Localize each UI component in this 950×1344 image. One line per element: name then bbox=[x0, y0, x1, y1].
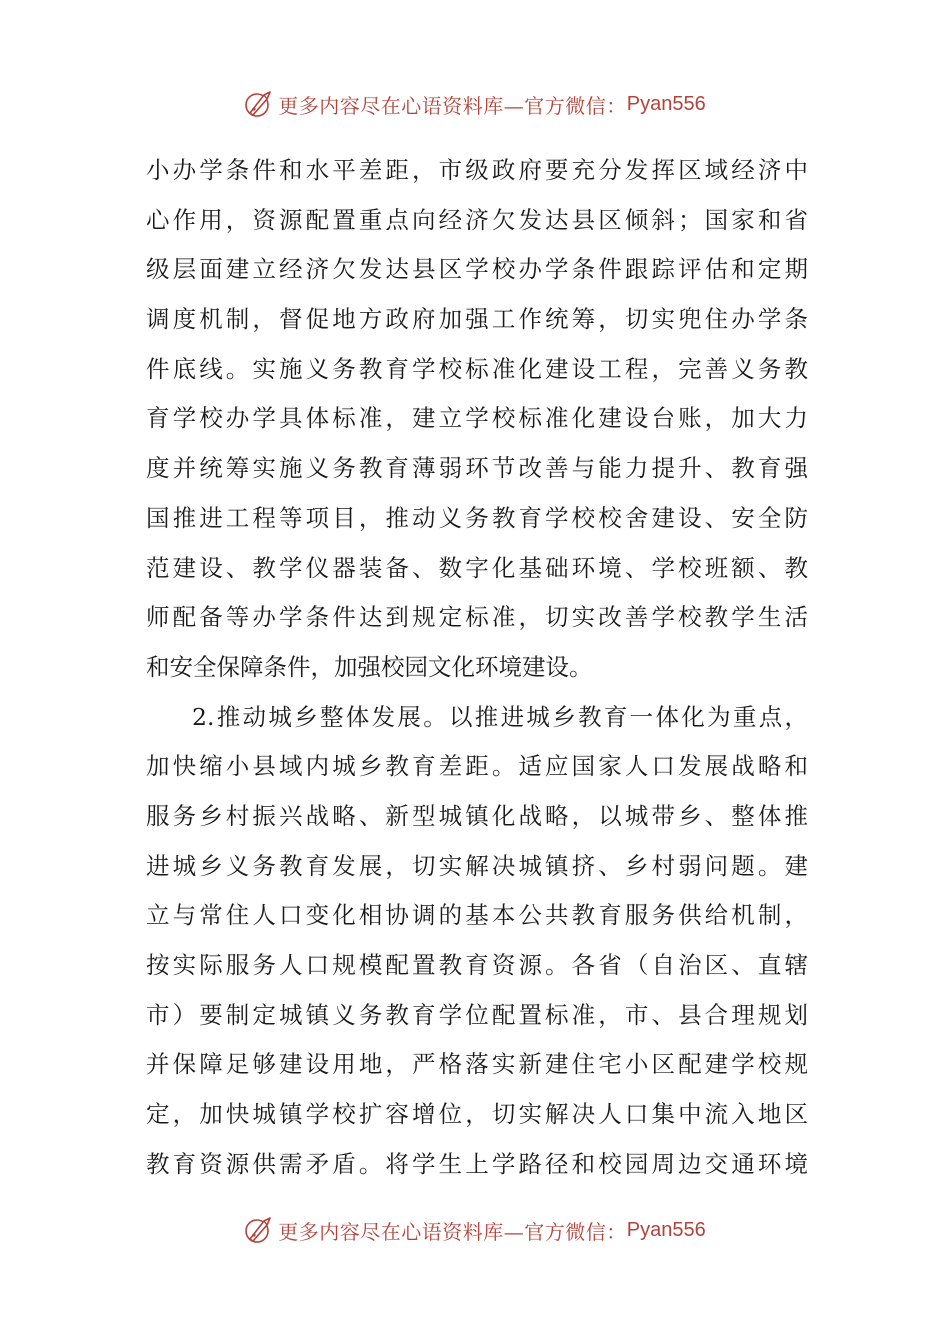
banner-text: 更多内容尽在心语资料库—官方微信： bbox=[278, 1219, 627, 1244]
paragraph bbox=[146, 146, 808, 693]
text-line: 按实际服务人口规模配置教育资源。各省（自治区、直辖 bbox=[146, 951, 808, 979]
pen-nib-circle-icon bbox=[244, 89, 274, 119]
text-line: 定，加快城镇学校扩容增位，切实解决人口集中流入地区 bbox=[146, 1100, 808, 1129]
text-line: 心作用，资源配置重点向经济欠发达县区倾斜；国家和省 bbox=[146, 205, 808, 234]
paragraph bbox=[146, 693, 808, 1190]
pen-nib-circle-icon bbox=[244, 1215, 274, 1245]
text-line: 度并统筹实施义务教育薄弱环节改善与能力提升、教育强 bbox=[146, 454, 808, 483]
document-body bbox=[146, 146, 808, 1189]
text-line: 级层面建立经济欠发达县区学校办学条件跟踪评估和定期 bbox=[146, 255, 808, 284]
footer-banner bbox=[0, 1210, 950, 1250]
text-line: 并保障足够建设用地，严格落实新建住宅小区配建学校规 bbox=[146, 1050, 808, 1079]
text-line: 加快缩小县域内城乡教育差距。适应国家人口发展战略和 bbox=[146, 752, 808, 781]
text-line: 教育资源供需矛盾。将学生上学路径和校园周边交通环境 bbox=[146, 1149, 808, 1178]
text-line: 育学校办学具体标准，建立学校标准化建设台账，加大力 bbox=[146, 404, 808, 433]
section-heading-line: 2.推动城乡整体发展。以推进城乡教育一体化为重点， bbox=[192, 702, 808, 731]
banner-wechat-handle: Pyan556 bbox=[626, 1218, 706, 1241]
text-line: 立与常住人口变化相协调的基本公共教育服务供给机制， bbox=[146, 901, 808, 930]
banner-wechat-handle: Pyan556 bbox=[626, 92, 706, 115]
text-line: 和安全保障条件，加强校园文化环境建设。 bbox=[146, 652, 593, 681]
text-line: 服务乡村振兴战略、新型城镇化战略，以城带乡、整体推 bbox=[146, 801, 808, 830]
text-line: 小办学条件和水平差距，市级政府要充分发挥区域经济中 bbox=[146, 156, 808, 184]
text-line: 市）要制定城镇义务教育学位配置标准，市、县合理规划 bbox=[146, 1000, 808, 1029]
text-line: 调度机制，督促地方政府加强工作统筹，切实兜住办学条 bbox=[146, 305, 808, 334]
banner-text: 更多内容尽在心语资料库—官方微信： bbox=[278, 93, 627, 118]
text-line: 进城乡义务教育发展，切实解决城镇挤、乡村弱问题。建 bbox=[146, 851, 808, 880]
text-line: 国推进工程等项目，推动义务教育学校校舍建设、安全防 bbox=[146, 503, 808, 532]
text-line: 范建设、教学仪器装备、数字化基础环境、学校班额、教 bbox=[146, 553, 808, 582]
text-line: 件底线。实施义务教育学校标准化建设工程，完善义务教 bbox=[146, 354, 808, 383]
text-line: 师配备等办学条件达到规定标准，切实改善学校教学生活 bbox=[146, 603, 808, 632]
header-banner bbox=[0, 84, 950, 124]
